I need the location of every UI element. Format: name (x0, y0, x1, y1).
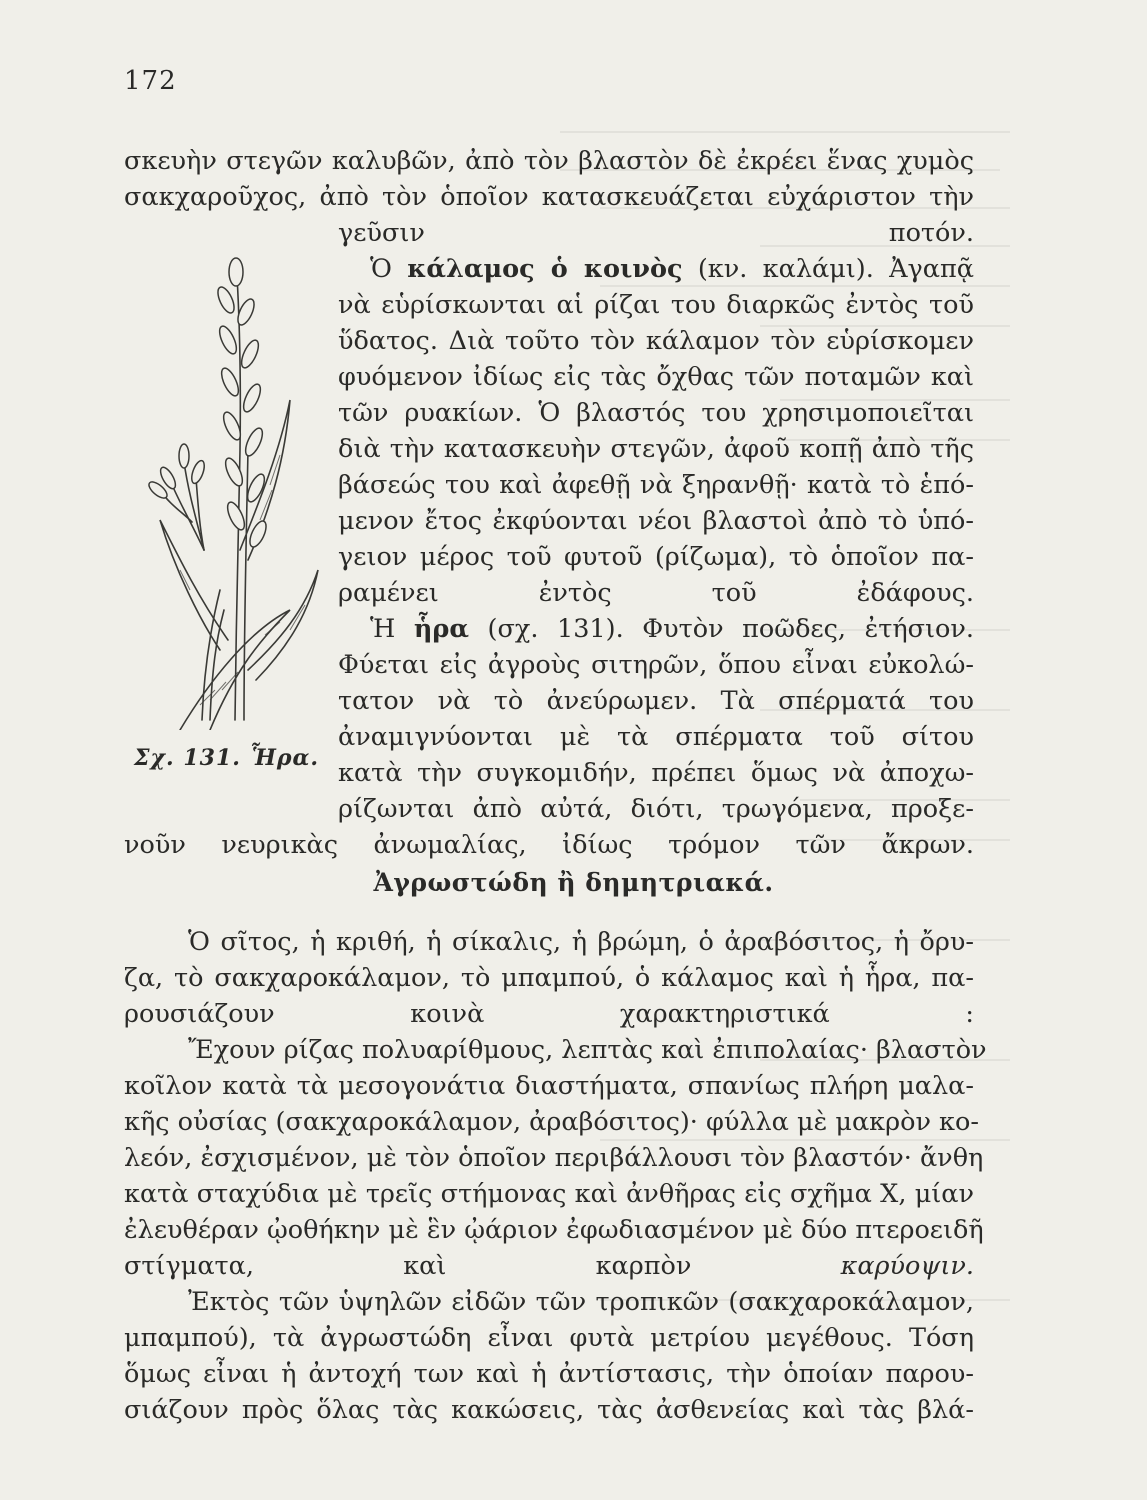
text-fragment: στίγματα, καὶ καρπὸν (124, 1251, 841, 1281)
text-line: ὕδατος. Διὰ τοῦτο τὸν κάλαμον τὸν εὑρίσκομεν (338, 326, 974, 356)
text-line: τῶν ρυακίων. Ὁ βλαστός του χρησιμοποιεῖται (338, 398, 974, 428)
text-line: Ὁ σῖτος, ἡ κριθή, ἡ σίκαλις, ἡ βρώμη, ὁ ἀραβόσιτος, ἡ ὄρυ- (188, 927, 974, 957)
text-fragment: (σχ. 131). Φυτὸν ποῶδες, ἐτήσιον. (468, 614, 974, 644)
text-line: κῆς οὐσίας (σακχαροκάλαμον, ἀραβόσιτος)· φύλλα μὲ μακρὸν κο- (124, 1107, 979, 1137)
text-line-with-italic (124, 1248, 974, 1284)
kalamos-term: κάλαμος ὁ κοινὸς (407, 254, 683, 284)
text-line: νοῦν νευρικὰς ἀνωμαλίας, ἰδίως τρόμον τῶν ἄκρων. (124, 830, 974, 860)
text-line: ρίζωνται ἀπὸ αὐτά, διότι, τρωγόμενα, προξε- (338, 794, 974, 824)
text-line: διὰ τὴν κατασκευὴν στεγῶν, ἀφοῦ κοπῇ ἀπὸ τῆς (338, 434, 974, 464)
text-line: μπαμπού), τὰ ἀγρωστώδη εἶναι φυτὰ μετρίου μεγέθους. Τόση (124, 1323, 974, 1353)
text-line: ζα, τὸ σακχαροκάλαμον, τὸ μπαμπού, ὁ κάλαμος καὶ ἡ ἧρα, πα- (124, 963, 974, 993)
figure-caption: Σχ. 131. Ἧρα. (134, 745, 320, 771)
text-fragment: (κν. καλάμι). Ἀγαπᾷ (682, 254, 974, 284)
text-line: Ἔχουν ρίζας πολυαρίθμους, λεπτὰς καὶ ἐπιπολαίας· βλαστὸν (188, 1035, 987, 1065)
text-line: κοῖλον κατὰ τὰ μεσογονάτια διαστήματα, σπανίως πλήρη μαλα- (124, 1071, 974, 1101)
ira-term: ἧρα (413, 614, 469, 644)
text-line: τατον νὰ τὸ ἀνεύρωμεν. Τὰ σπέρματά του (338, 686, 974, 716)
text-line: Φύεται εἰς ἀγροὺς σιτηρῶν, ὅπου εἶναι εὐκολώ- (338, 650, 974, 680)
text-line: σκευὴν στεγῶν καλυβῶν, ἀπὸ τὸν βλαστὸν δὲ ἐκρέει ἕνας χυμὸς (124, 146, 974, 176)
text-line: ραμένει ἐντὸς τοῦ ἐδάφους. (338, 578, 974, 608)
text-line: νὰ εὑρίσκωνται αἱ ρίζαι του διαρκῶς ἐντὸς τοῦ (338, 290, 974, 320)
text-line: σακχαροῦχος, ἀπὸ τὸν ὁποῖον κατασκευάζεται εὐχάριστον τὴν (124, 182, 974, 212)
text-line: μενον ἔτος ἐκφύονται νέοι βλαστοὶ ἀπὸ τὸ ὑπό- (338, 506, 974, 536)
page-number: 172 (124, 66, 177, 96)
text-line: γειον μέρος τοῦ φυτοῦ (ρίζωμα), τὸ ὁποῖον πα- (338, 542, 974, 572)
text-line: βάσεώς του καὶ ἀφεθῇ νὰ ξηρανθῇ· κατὰ τὸ ἑπό- (338, 470, 974, 500)
text-line: φυόμενον ἰδίως εἰς τὰς ὄχθας τῶν ποταμῶν καὶ (338, 362, 974, 392)
text-line: ἐλευθέραν ᾠοθήκην μὲ ἓν ᾠάριον ἐφωδιασμένον μὲ δύο πτεροειδῆ (124, 1215, 984, 1245)
text-line: γεῦσιν ποτόν. (338, 218, 974, 248)
text-line: ρουσιάζουν κοινὰ χαρακτηριστικά : (124, 999, 974, 1029)
text-line: ἀναμιγνύονται μὲ τὰ σπέρματα τοῦ σίτου (338, 722, 974, 752)
ira-paragraph-start (370, 611, 974, 647)
text-line: Ἐκτὸς τῶν ὑψηλῶν εἰδῶν τῶν τροπικῶν (σακχαροκάλαμον, (188, 1287, 974, 1317)
text-line: κατὰ τὴν συγκομιδήν, πρέπει ὅμως νὰ ἀποχω- (338, 758, 974, 788)
text-fragment: Ὁ (370, 254, 408, 284)
text-line: σιάζουν πρὸς ὅλας τὰς κακώσεις, τὰς ἀσθενείας καὶ τὰς βλά- (124, 1395, 974, 1425)
text-line: ὅμως εἶναι ἡ ἀντοχή των καὶ ἡ ἀντίστασις, τὴν ὁποίαν παρου- (124, 1359, 974, 1389)
kalamos-paragraph-start (370, 251, 974, 287)
text-line: λεόν, ἐσχισμένον, μὲ τὸν ὁποῖον περιβάλλουσι τὸν βλαστόν· ἄνθη (124, 1143, 984, 1173)
italic-term: καρύοψιν. (840, 1251, 974, 1281)
section-heading: Ἀγρωστώδη ἢ δημητριακά. (373, 868, 774, 897)
ira-plant-illustration (140, 250, 325, 730)
text-fragment: Ἡ (370, 614, 414, 644)
text-line: κατὰ σταχύδια μὲ τρεῖς στήμονας καὶ ἀνθῆρας εἰς σχῆμα Χ, μίαν (124, 1179, 974, 1209)
